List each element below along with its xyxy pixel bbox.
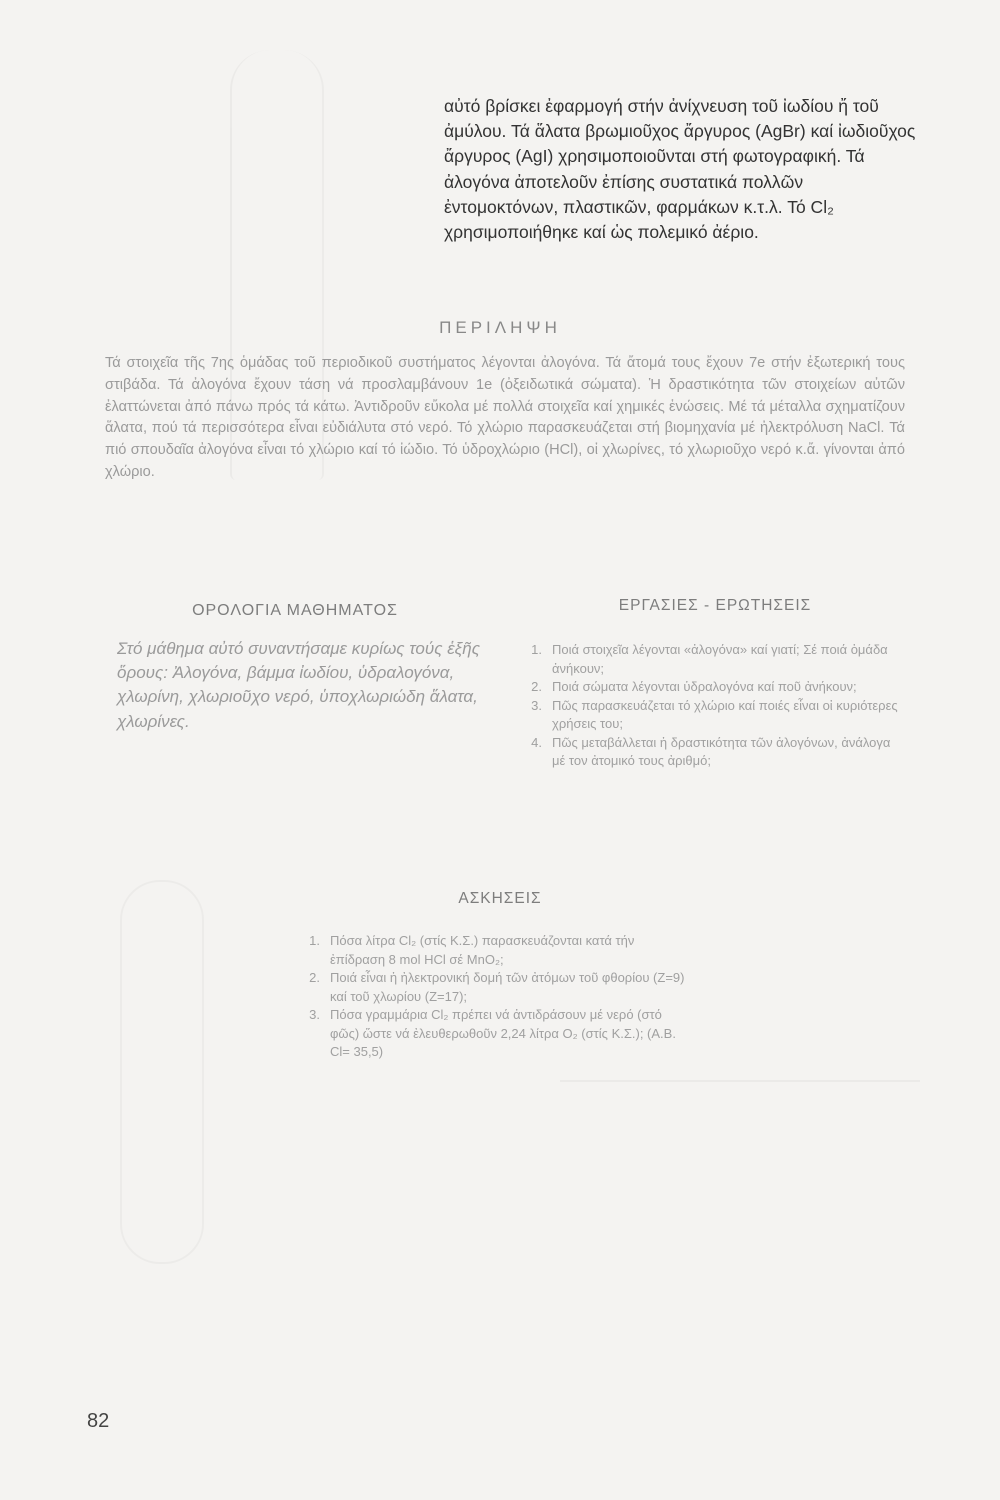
task-number: 4. [531,734,542,750]
summary-heading: ΠΕΡΙΛΗΨΗ [439,318,561,337]
exercise-number: 3. [309,1007,320,1022]
task-number: 2. [531,679,542,694]
task-text: Ποιά στοιχεῖα λέγονται «ἀλογόνα» καί γιατί; Σέ ποιά ὁμάδα ἀνήκουν; [552,642,888,676]
tasks-heading: ΕΡΓΑΣΙΕΣ - ΕΡΩΤΗΣΕΙΣ [618,597,812,614]
tasks-list [520,641,905,771]
task-item [520,678,905,697]
task-item [520,697,905,734]
task-text: Πῶς μεταβάλλεται ἡ δραστικότητα τῶν ἀλογόνων, ἀνάλογα μέ τον ἀτομικό τους ἀριθμό; [552,734,891,768]
exercise-number: 1. [309,933,320,948]
task-item [520,641,905,678]
exercise-item [298,932,688,969]
exercise-item [298,1006,688,1062]
task-item [520,734,905,771]
task-number: 3. [531,697,542,713]
terminology-paragraph: Στό μάθημα αὐτό συναντήσαμε κυρίως τούς ἑξῆς ὅρους: Ἀλογόνα, βάμμα ἰωδίου, ὑδραλογόνα, χλωρίνη, χλωριοῦχο νερό, ὑποχλωριώδη ἅλατα, χλωρίνες. [117,639,480,731]
terminology-heading: ΟΡΟΛΟΓΙΑ ΜΑΘΗΜΑΤΟΣ [192,602,398,619]
exercise-number: 2. [309,970,320,985]
exercise-text: Πόσα λίτρα Cl₂ (στίς Κ.Σ.) παρασκευάζονται κατά τήν ἐπίδραση 8 mol HCl σέ MnO₂; [330,933,635,967]
exercise-text: Ποιά εἶναι ἡ ἠλεκτρονική δομή τῶν ἀτόμων τοῦ φθορίου (Z=9) καί τοῦ χλωρίου (Z=17); [330,970,685,1004]
intro-paragraph: αὐτό βρίσκει ἐφαρμογή στήν ἀνίχνευση τοῦ ἰωδίου ἤ τοῦ ἀμύλου. Τά ἅλατα βρωμιοῦχος ἄργυρος (AgBr) καί ἰωδιοῦχος ἄργυρος (AgI) χρησιμοποιοῦνται στή φωτογραφική. Τά ἀλογόνα ἀποτελοῦν ἐπίσης συστατικά πολλῶν ἐντομοκτόνων, πλαστικῶν, φαρμάκων κ.τ.λ. Τό Cl₂ χρησιμοποιήθηκε καί ὡς πολεμικό ἀέριο. [444,96,916,243]
bleed-through-shape [120,880,204,1264]
task-text: Πῶς παρασκευάζεται τό χλώριο καί ποιές εἶναι οἱ κυριότερες χρήσεις του; [552,697,898,731]
exercise-text: Πόσα γραμμάρια Cl₂ πρέπει νά ἀντιδράσουν μέ νερό (στό φῶς) ὥστε νά ἐλευθερωθοῦν 2,24 λίτρα O₂ (στίς Κ.Σ.); (Α.Β. Cl= 35,5) [330,1007,676,1059]
exercise-item [298,969,688,1006]
exercises-list [298,932,688,1062]
bleed-through-line [560,1080,920,1082]
task-number: 1. [531,642,542,657]
task-text: Ποιά σώματα λέγονται ὑδραλογόνα καί ποῦ ἀνήκουν; [552,679,857,694]
exercises-heading: ΑΣΚΗΣΕΙΣ [458,890,542,907]
page-number: 82 [87,1410,110,1432]
summary-paragraph: Τά στοιχεῖα τῆς 7ης ὁμάδας τοῦ περιοδικοῦ συστήματος λέγονται ἀλογόνα. Τά ἄτομά τους ἔχουν 7e στήν ἐξωτερική τους στιβάδα. Τά ἀλογόνα ἔχουν τάση νά προσλαμβάνουν 1e (ὀξειδωτικά σώματα). Ἡ δραστικότητα τῶν στοιχείων αὐτῶν ἐλαττώνεται ἀπό πάνω πρός τά κάτω. Ἀντιδροῦν εὔκολα μέ πολλά στοιχεῖα καί χημικές ἑνώσεις. Μέ τά μέταλλα σχηματίζουν ἅλατα, πού τά περισσότερα εἶναι εὐδιάλυτα στό νερό. Τό χλώριο παρασκευάζεται στή βιομηχανία μέ ἠλεκτρόλυση NaCl. Τά πιό σπουδαῖα ἀλογόνα εἶναι τό χλώριο καί τό ἰώδιο. Τό ὑδροχλώριο (HCl), οἱ χλωρίνες, τό χλωριοῦχο νερό κ.ἄ. γίνονται ἀπό χλώριο. [105,355,905,480]
